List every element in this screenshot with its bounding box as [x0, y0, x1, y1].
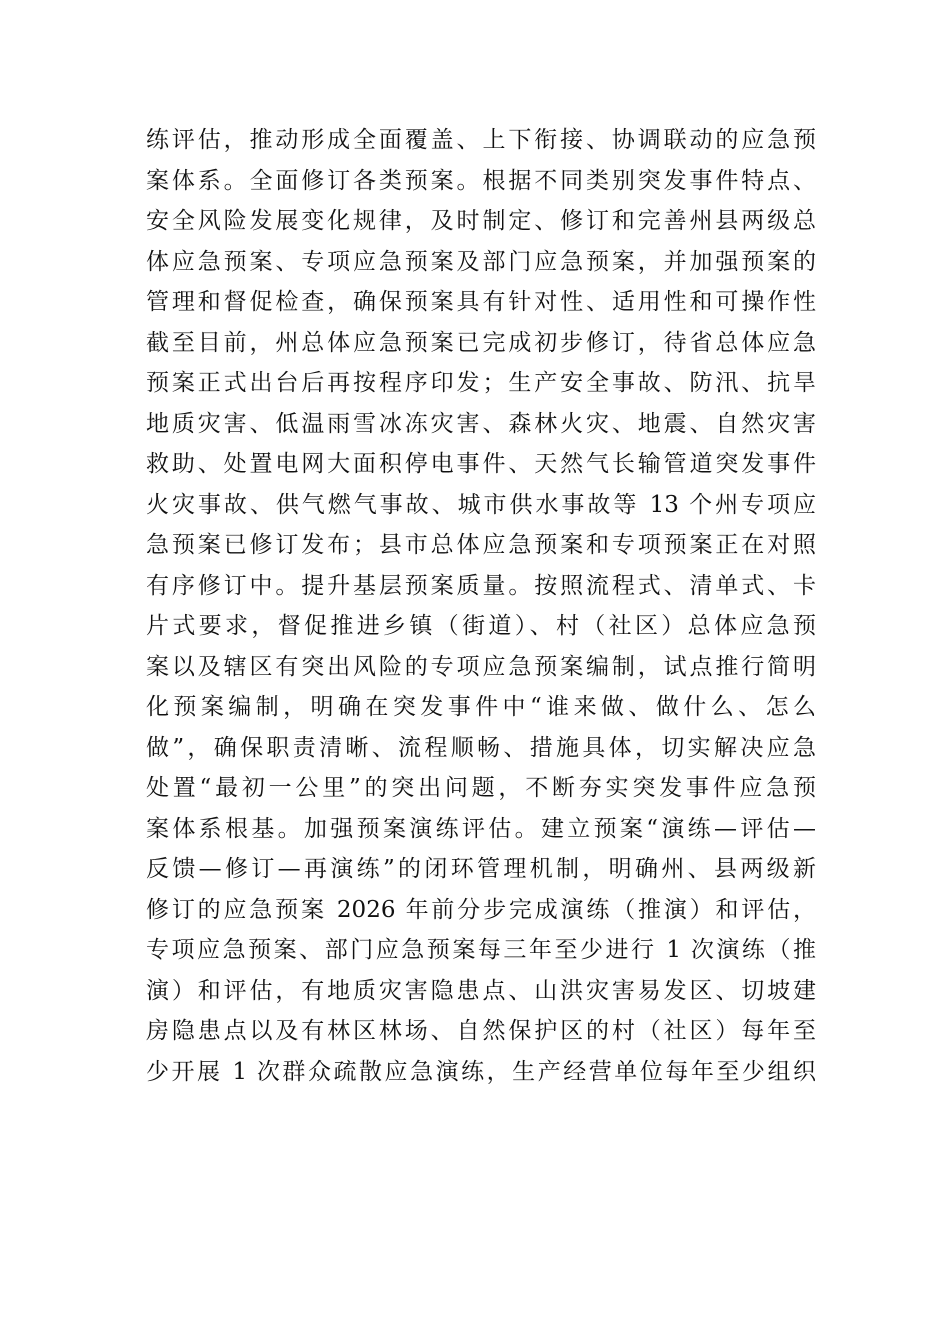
text-line: 安全风险发展变化规律，及时制定、修订和完善州县两级总 — [146, 208, 816, 234]
text-line: 预案正式出台后再按程序印发；生产安全事故、防汛、抗旱 — [146, 370, 816, 396]
text-line: 地质灾害、低温雨雪冰冻灾害、森林火灾、地震、自然灾害 — [146, 410, 816, 437]
text-line: 反馈—修订—再演练”的闭环管理机制，明确州、县两级新 — [146, 856, 816, 882]
text-line: 有序修订中。提升基层预案质量。按照流程式、清单式、卡 — [146, 572, 816, 599]
text-line: 房隐患点以及有林区林场、自然保护区的村（社区）每年至 — [146, 1018, 816, 1044]
text-line: 截至目前，州总体应急预案已完成初步修订，待省总体应急 — [146, 329, 816, 356]
text-line: 案体系。全面修订各类预案。根据不同类别突发事件特点、 — [146, 167, 816, 194]
text-line: 专项应急预案、部门应急预案每三年至少进行 1 次演练（推 — [146, 937, 816, 963]
text-line: 火灾事故、供气燃气事故、城市供水事故等 13 个州专项应 — [146, 491, 816, 518]
text-line: 体应急预案、专项应急预案及部门应急预案，并加强预案的 — [146, 248, 816, 275]
text-line: 救助、处置电网大面积停电事件、天然气长输管道突发事件 — [146, 451, 816, 477]
text-line: 案以及辖区有突出风险的专项应急预案编制，试点推行简明 — [146, 653, 816, 680]
text-line: 处置“最初一公里”的突出问题，不断夯实突发事件应急预 — [146, 775, 816, 801]
text-line: 化预案编制，明确在突发事件中“谁来做、做什么、怎么 — [146, 694, 816, 720]
text-line: 练评估，推动形成全面覆盖、上下衔接、协调联动的应急预 — [146, 127, 816, 153]
text-line: 演）和评估，有地质灾害隐患点、山洪灾害易发区、切坡建 — [146, 977, 816, 1004]
text-line: 急预案已修订发布；县市总体应急预案和专项预案正在对照 — [146, 532, 816, 558]
text-line: 少开展 1 次群众疏散应急演练，生产经营单位每年至少组织 — [146, 1058, 816, 1085]
text-line: 案体系根基。加强预案演练评估。建立预案“演练—评估— — [146, 815, 816, 842]
text-line: 修订的应急预案 2026 年前分步完成演练（推演）和评估， — [146, 896, 816, 923]
body-text — [146, 120, 816, 1092]
text-line: 片式要求，督促推进乡镇（街道）、村（社区）总体应急预 — [146, 613, 816, 639]
text-line: 做”，确保职责清晰、流程顺畅、措施具体，切实解决应急 — [146, 734, 816, 761]
text-line: 管理和督促检查，确保预案具有针对性、适用性和可操作性 — [146, 289, 816, 315]
